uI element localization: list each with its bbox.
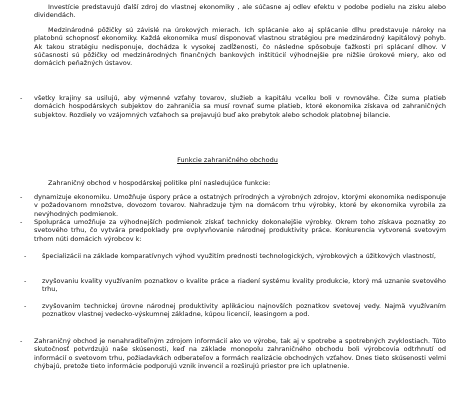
list-item-text: Spolupráca umožňuje za výhodnejších podmienok získať technicky dokonalejšie výrobky. Okrem toho získava poznatky zo svetového trhu, čo vytvára predpoklady pre ovplyvňovanie národnej produktivity práce. Konkurencia vytvorená svetovým trhom núti domácich výrobcov k: [34, 218, 446, 243]
sub-list-item-specialization [24, 252, 446, 260]
list-item-dynamizes [20, 193, 446, 218]
paragraph-investments: Investície predstavujú ďalší zdroj do vlastnej ekonomiky , ale súčasne aj odlev efektu v podobe podielu na zisku alebo dividendách. [34, 3, 446, 20]
list-dash: - [24, 277, 27, 285]
list-item-balance [20, 94, 446, 119]
list-dash: - [20, 218, 23, 226]
paragraph-functions-intro: Zahraničný obchod v hospodárskej politike plní nasledujúce funkcie: [48, 179, 271, 187]
list-item-text: špecializácii na základe komparatívnych výhod využitím prednosti technologických, výrobkových a úžitkových vlastností, [42, 252, 436, 260]
list-item-text: zvyšovaniu kvality využívaním poznatkov o kvalite práce a riadení systému kvality produkcie, ktorý má uznanie svetového trhu, [42, 277, 446, 294]
sub-list-item-quality [24, 277, 446, 294]
list-dash: - [24, 302, 27, 310]
list-dash: - [20, 337, 23, 345]
list-dash: - [24, 252, 27, 260]
section-heading-text: Funkcie zahraničného obchodu [177, 156, 278, 164]
list-dash: - [20, 94, 23, 102]
list-item-information-source [20, 337, 446, 370]
list-item-text: všetky krajiny sa usilujú, aby výmenné vzťahy tovarov, služieb a kapitálu vcelku boli v rovnováhe. Čiže suma platieb domácich hospodárskych subjektov do zahraničia sa musí rovnať sume platieb, ktoré ekonomika získava od zahraničných subjektov. Rozdiely vo vzájomných vzťahoch sa prejavujú buď ako prebytok alebo schodok platobnej bilancie. [34, 94, 446, 119]
list-item-cooperation [20, 218, 446, 243]
list-item-text: Zahraničný obchod je nenahraditeľným zdrojom informácií ako vo výrobe, tak aj v spotrebe a spotrebných zvyklostiach. Túto skutočnosť potvrdzujú naše skúsenosti, keď na základe monopolu zahraničného obchodu boli výrobcovia odtrhnutí od informácií o svetovom trhu, požiadavkách odberateľov a formách realizácie obchodných vzťahov. Dnes tieto skúsenosti velmi chýbajú, pretože tieto informácie podporujú vznik invencií a rozširujú priestor pre ich uplatnenie. [34, 337, 446, 370]
section-heading [0, 156, 455, 164]
list-item-text: zvyšovaním technickej úrovne národnej produktivity aplikáciou najnovších poznatkov svetovej vedy. Najmä využívaním poznatkov vlastnej vedecko-výskumnej základne, kúpou licencií, leasingom a pod. [42, 302, 446, 319]
list-item-text: dynamizuje ekonomiku. Umožňuje úspory práce a ostatných prírodných a výrobných zdrojov, ktorými ekonomika nedisponuje v požadovanom množstve, dovozom tovarov. Nahradzuje tým na domácom trhu výrobky, ktoré by ekonomika vyrobila za nevýhodných podmienok. [34, 193, 446, 218]
list-dash: - [20, 193, 23, 201]
sub-list-item-technical-level [24, 302, 446, 319]
paragraph-international-loans: Medzinárodné pôžičky sú závislé na úrokových mierach. Ich splácanie ako aj splácanie dlhu predstavuje nároky na platobnú schopnosť ekonomiky. Každá ekonomika musí disponovať vlastnou stratégiou pre medzinárodný kapitálový pohyb. Ak takou stratégiu nedisponuje, dochádza k vysokej zadĺženosti, čo následne spôsobuje ťažkosti pri splácaní dlhov. V súčasnosti sú pôžičky od medzinárodných finančných bankových inštitúcií výhodnejšie pre nižšie úrokové miery, ako od domácich peňažných ústavov. [34, 26, 446, 68]
